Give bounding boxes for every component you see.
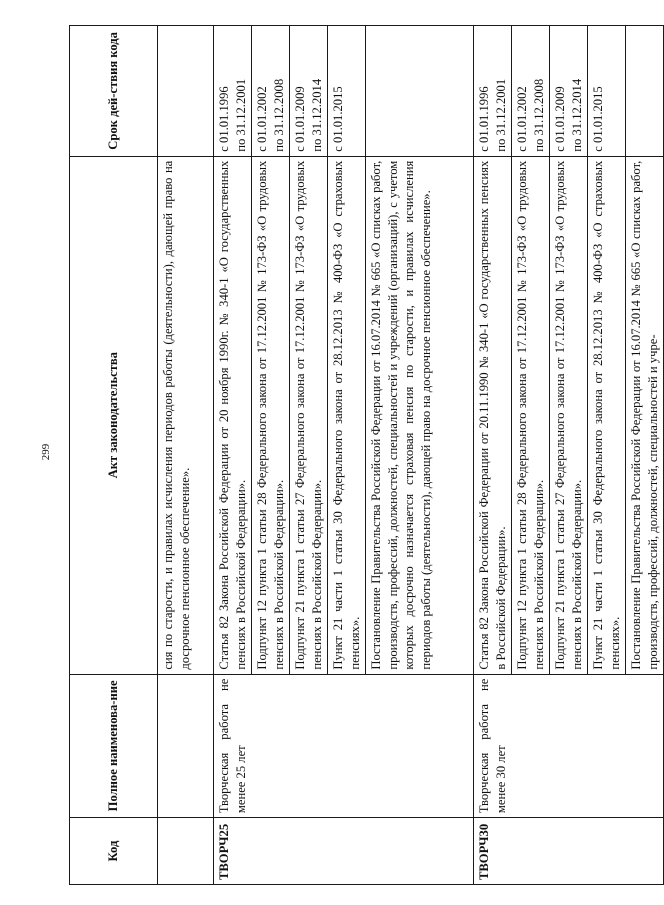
cell-act: Постановление Правительства Российской Федерации от 16.07.2014 № 665 «О списках работ, производств, профессий, должностей, специальностей и учреждений (организаций), с учетом которых досрочно назначается страховая пенсия по старости, и правилах исчисления периодов работы (деятельности), дающей право на досрочное пенсионное обеспечение». (366, 156, 474, 674)
cell-term: с 01.01.2002 по 31.12.2008 (512, 26, 550, 157)
cell-act: Подпункт 21 пункта 1 статьи 27 Федерального закона от 17.12.2001 № 173-ФЗ «О трудовых пенсиях в Российской Федерации». (290, 156, 328, 674)
cell-act: Пункт 21 части 1 статьи 30 Федерального закона от 28.12.2013 № 400-ФЗ «О страховых пенсиях». (328, 156, 366, 674)
header-full-name: Полное наименова-ние (70, 674, 158, 817)
cell-code: ТВОРЧ25 (214, 818, 474, 885)
cell-act: Статья 82 Закона Российской Федерации от 20.11.1990 № 340-1 «О государственных пенсиях в Российской Федерации». (474, 156, 512, 674)
cell-term: с 01.01.2009 по 31.12.2014 (290, 26, 328, 157)
cell-term: с 01.01.2015 (328, 26, 366, 157)
cell-name: Творческая работа не менее 30 лет (474, 674, 664, 817)
cell-act: Статья 82 Закона Российской Федерации от 20 ноября 1990г. № 340-1 «О государственных пенсиях в Российской Федерации». (214, 156, 252, 674)
cell-term: с 01.01.1996 по 31.12.2001 (474, 26, 512, 157)
page-number: 299 (40, 443, 52, 461)
cell-act: сия по старости, и правилах исчисления периодов работы (деятельности), дающей право на досрочное пенсионное обеспечение». (158, 156, 214, 674)
header-code: Код (70, 818, 158, 885)
cell-act: Подпункт 12 пункта 1 статьи 28 Федерального закона от 17.12.2001 № 173-ФЗ «О трудовых пенсиях в Российской Федерации». (512, 156, 550, 674)
header-act: Акт законодательства (70, 156, 158, 674)
cell-name (158, 674, 214, 817)
table-row (214, 26, 252, 885)
cell-term (158, 26, 214, 157)
cell-act: Постановление Правительства Российской Федерации от 16.07.2014 № 665 «О списках работ, производств, профессий, должностей, специальностей и учре- (626, 156, 664, 674)
law-table (69, 25, 664, 885)
cell-name: Творческая работа не менее 25 лет (214, 674, 474, 817)
table-row (158, 26, 214, 885)
cell-code (158, 818, 214, 885)
header-term: Срок дей-ствия кода (70, 26, 158, 157)
cell-code: ТВОРЧ30 (474, 818, 664, 885)
cell-term: с 01.01.1996 по 31.12.2001 (214, 26, 252, 157)
table-row (474, 26, 512, 885)
cell-term (626, 26, 664, 157)
cell-term: с 01.01.2002 по 31.12.2008 (252, 26, 290, 157)
cell-act: Пункт 21 части 1 статьи 30 Федерального закона от 28.12.2013 № 400-ФЗ «О страховых пенсиях». (588, 156, 626, 674)
cell-act: Подпункт 12 пункта 1 статьи 28 Федерального закона от 17.12.2001 № 173-ФЗ «О трудовых пенсиях в Российской Федерации». (252, 156, 290, 674)
rotated-page-content (69, 25, 660, 885)
cell-term: с 01.01.2009 по 31.12.2014 (550, 26, 588, 157)
header-row (70, 26, 158, 885)
cell-term: с 01.01.2015 (588, 26, 626, 157)
cell-act: Подпункт 21 пункта 1 статьи 27 Федерального закона от 17.12.2001 № 173-ФЗ «О трудовых пенсиях в Российской Федерации». (550, 156, 588, 674)
cell-term (366, 26, 474, 157)
